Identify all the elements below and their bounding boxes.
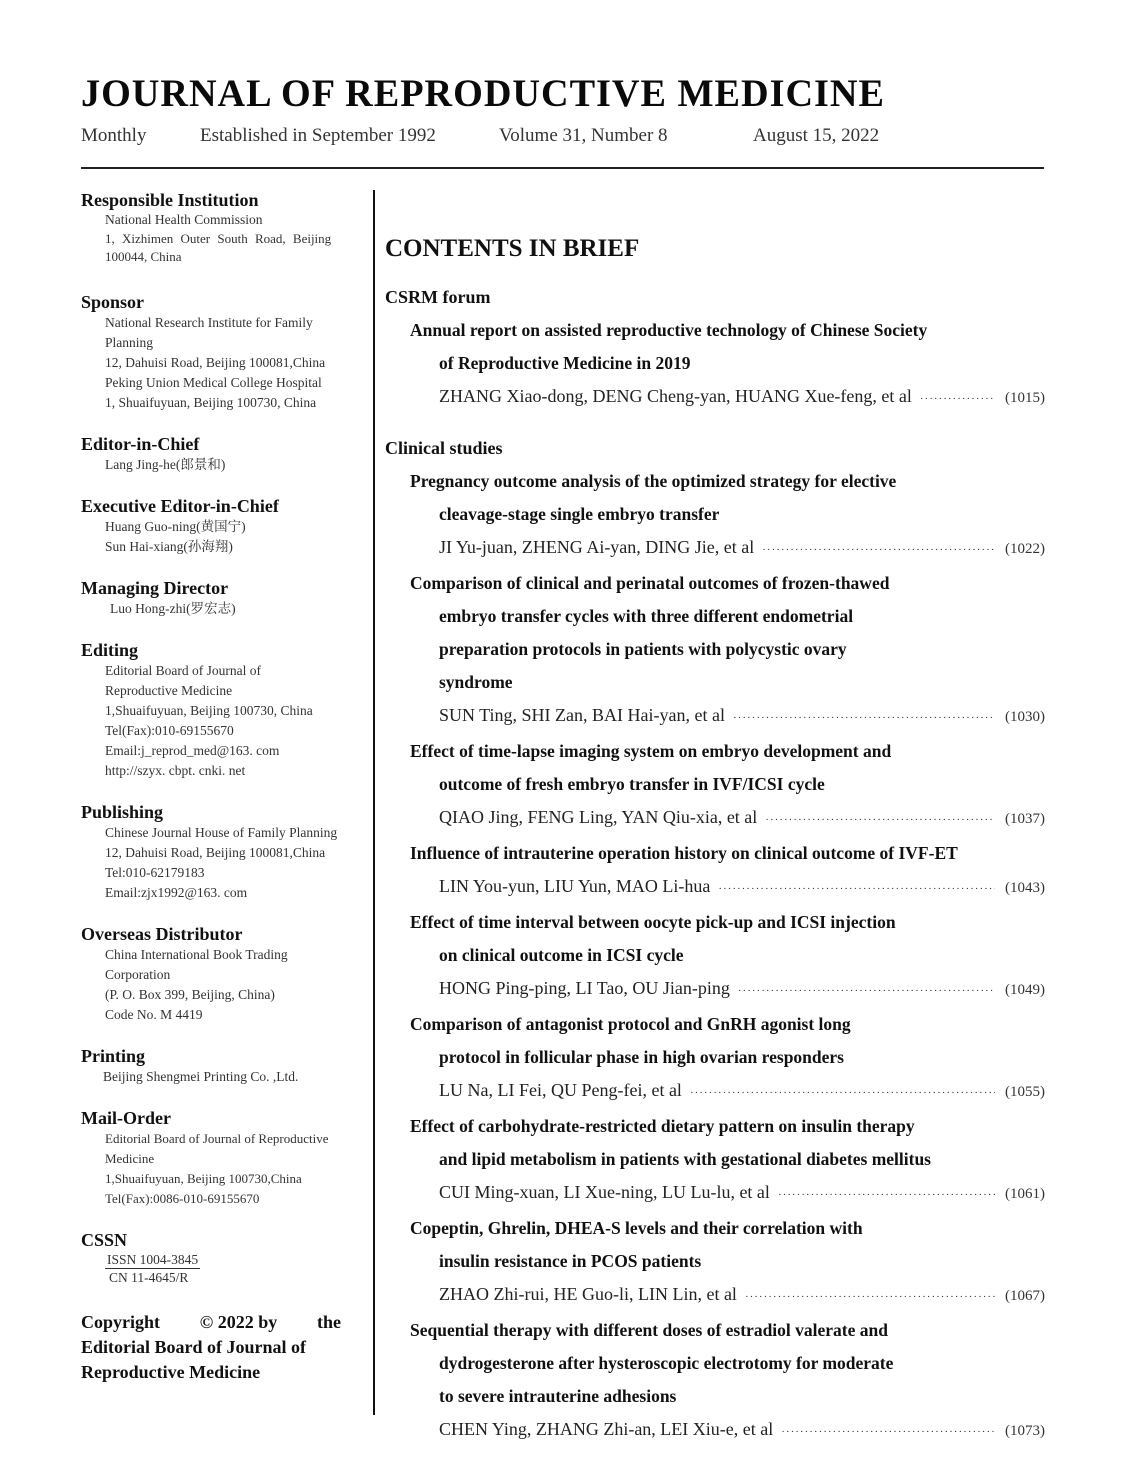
info-line: Tel:010-62179183 bbox=[105, 865, 205, 880]
article-title[interactable] bbox=[385, 567, 1045, 699]
info-line: Peking Union Medical College Hospital bbox=[105, 375, 322, 390]
article-title-line: Comparison of clinical and perinatal outcomes of frozen-thawed bbox=[410, 573, 890, 593]
toc-entry[interactable] bbox=[385, 314, 1045, 416]
article-title[interactable] bbox=[385, 1212, 1045, 1278]
article-authors: LU Na, LI Fei, QU Peng-fei, et al bbox=[439, 1080, 682, 1100]
dot-leader bbox=[718, 873, 995, 906]
info-line: Editorial Board of Journal of bbox=[105, 663, 261, 678]
article-title-line: dydrogesterone after hysteroscopic electrotomy for moderate bbox=[439, 1353, 894, 1373]
page-number[interactable]: (1043) bbox=[1005, 880, 1045, 896]
article-authors: QIAO Jing, FENG Ling, YAN Qiu-xia, et al bbox=[439, 807, 758, 827]
article-title[interactable] bbox=[385, 314, 1045, 380]
page-number[interactable]: (1061) bbox=[1005, 1186, 1045, 1202]
article-title[interactable] bbox=[385, 1110, 1045, 1176]
issn-number: ISSN 1004-3845 bbox=[107, 1252, 199, 1267]
toc-entry[interactable] bbox=[385, 567, 1045, 735]
dot-leader bbox=[781, 1416, 995, 1449]
article-title-line: Pregnancy outcome analysis of the optimized strategy for elective bbox=[410, 471, 897, 491]
section-heading: Managing Director bbox=[81, 578, 229, 598]
section-heading: Responsible Institution bbox=[81, 190, 259, 210]
editing-section bbox=[81, 639, 366, 781]
copyright-the: the bbox=[316, 1312, 341, 1332]
toc-entry[interactable] bbox=[385, 1212, 1045, 1314]
info-line: 12, Dahuisi Road, Beijing 100081,China bbox=[105, 845, 326, 860]
article-authors: ZHAO Zhi-rui, HE Guo-li, LIN Lin, et al bbox=[439, 1284, 737, 1304]
page-number[interactable]: (1037) bbox=[1005, 811, 1045, 827]
volume-number: Volume 31, Number 8 bbox=[499, 125, 668, 146]
info-line: 100044, China bbox=[105, 249, 182, 264]
info-line: Tel(Fax):010-69155670 bbox=[105, 723, 234, 738]
page-number[interactable]: (1030) bbox=[1005, 709, 1045, 725]
dot-leader bbox=[745, 1281, 995, 1314]
copyright-line: Editorial Board of Journal of bbox=[81, 1337, 307, 1357]
copyright-line: Reproductive Medicine bbox=[81, 1362, 261, 1382]
toc-entry[interactable] bbox=[385, 1008, 1045, 1110]
article-title[interactable] bbox=[385, 837, 1045, 870]
info-line: 1,Shuaifuyuan, Beijing 100730,China bbox=[105, 1171, 302, 1186]
article-title-line: preparation protocols in patients with polycystic ovary bbox=[439, 639, 847, 659]
article-title[interactable] bbox=[385, 465, 1045, 531]
article-title-line: Comparison of antagonist protocol and GnRH agonist long bbox=[410, 1014, 851, 1034]
authors-row bbox=[385, 380, 1045, 416]
info-line: Lang Jing-he(郎景和) bbox=[105, 457, 226, 472]
printing-section bbox=[81, 1045, 366, 1087]
article-title-line: cleavage-stage single embryo transfer bbox=[439, 504, 720, 524]
masthead bbox=[81, 68, 1044, 146]
toc-entry[interactable] bbox=[385, 906, 1045, 1008]
info-line: Editorial Board of Journal of Reproductive bbox=[105, 1131, 329, 1146]
article-authors: JI Yu-juan, ZHENG Ai-yan, DING Jie, et al bbox=[439, 537, 755, 557]
column-divider bbox=[373, 190, 375, 1415]
issue-date: August 15, 2022 bbox=[753, 125, 880, 146]
article-authors: CUI Ming-xuan, LI Xue-ning, LU Lu-lu, et al bbox=[439, 1182, 770, 1202]
section-heading: CSSN bbox=[81, 1230, 128, 1250]
section-heading: Editor-in-Chief bbox=[81, 434, 200, 454]
article-title[interactable] bbox=[385, 735, 1045, 801]
page-number[interactable]: (1015) bbox=[1005, 390, 1045, 406]
authors-row bbox=[385, 801, 1045, 837]
info-line: Medicine bbox=[105, 1151, 155, 1166]
authors-row bbox=[385, 870, 1045, 906]
sponsor-section bbox=[81, 291, 366, 413]
copyright-notice bbox=[81, 1310, 366, 1385]
info-line: Chinese Journal House of Family Planning bbox=[105, 825, 338, 840]
toc-entry[interactable] bbox=[385, 465, 1045, 567]
article-title-line: Sequential therapy with different doses of estradiol valerate and bbox=[410, 1320, 888, 1340]
info-line: Huang Guo-ning(黄国宁) bbox=[105, 519, 246, 534]
dot-leader bbox=[765, 804, 995, 837]
info-line: 1, Xizhimen Outer South Road, Beijing bbox=[105, 231, 332, 246]
section-heading: Executive Editor-in-Chief bbox=[81, 496, 279, 516]
cn-number: CN 11-4645/R bbox=[109, 1270, 189, 1285]
journal-title: JOURNAL OF REPRODUCTIVE MEDICINE bbox=[81, 72, 885, 115]
article-title-line: protocol in follicular phase in high ovarian responders bbox=[439, 1047, 844, 1067]
info-line: Beijing Shengmei Printing Co. ,Ltd. bbox=[103, 1069, 299, 1084]
mail-order-section bbox=[81, 1107, 366, 1209]
category-heading: CSRM forum bbox=[385, 287, 491, 307]
dot-leader bbox=[778, 1179, 995, 1212]
cssn-section bbox=[81, 1229, 366, 1286]
email-link[interactable]: Email:zjx1992@163. com bbox=[105, 885, 248, 900]
section-heading: Overseas Distributor bbox=[81, 924, 243, 944]
dot-leader bbox=[738, 975, 995, 1008]
article-authors: ZHANG Xiao-dong, DENG Cheng-yan, HUANG Xue-feng, et al bbox=[439, 386, 912, 406]
info-line: Reproductive Medicine bbox=[105, 683, 233, 698]
info-line: Code No. M 4419 bbox=[105, 1007, 203, 1022]
info-line: Luo Hong-zhi(罗宏志) bbox=[110, 601, 236, 616]
article-title-line: Influence of intrauterine operation history on clinical outcome of IVF-ET bbox=[410, 843, 958, 863]
article-title-line: on clinical outcome in ICSI cycle bbox=[439, 945, 684, 965]
authors-row bbox=[385, 531, 1045, 567]
info-line: 1, Shuaifuyuan, Beijing 100730, China bbox=[105, 395, 317, 410]
toc-entry[interactable] bbox=[385, 1110, 1045, 1212]
article-title[interactable] bbox=[385, 906, 1045, 972]
authors-row bbox=[385, 1413, 1045, 1449]
article-title-line: syndrome bbox=[439, 672, 513, 692]
dot-leader bbox=[733, 702, 995, 735]
toc-entry[interactable] bbox=[385, 735, 1045, 837]
editor-in-chief-section bbox=[81, 433, 366, 475]
info-line: Sun Hai-xiang(孙海翔) bbox=[105, 539, 233, 554]
authors-row bbox=[385, 1074, 1045, 1110]
section-heading: Publishing bbox=[81, 802, 164, 822]
table-of-contents bbox=[385, 281, 1045, 1449]
dot-leader bbox=[690, 1077, 995, 1110]
article-authors: SUN Ting, SHI Zan, BAI Hai-yan, et al bbox=[439, 705, 725, 725]
article-authors: HONG Ping-ping, LI Tao, OU Jian-ping bbox=[439, 978, 730, 998]
copyright-year: © 2022 by bbox=[199, 1312, 278, 1332]
article-title-line: Annual report on assisted reproductive technology of Chinese Society bbox=[410, 320, 928, 340]
email-link[interactable]: Email:j_reprod_med@163. com bbox=[105, 743, 280, 758]
frequency: Monthly bbox=[81, 125, 147, 146]
article-title-line: of Reproductive Medicine in 2019 bbox=[439, 353, 691, 373]
article-title-line: to severe intrauterine adhesions bbox=[439, 1386, 677, 1406]
info-line: Planning bbox=[105, 335, 154, 350]
article-title-line: embryo transfer cycles with three different endometrial bbox=[439, 606, 854, 626]
managing-director-section bbox=[81, 577, 366, 619]
article-authors: LIN You-yun, LIU Yun, MAO Li-hua bbox=[439, 876, 711, 896]
info-line: National Health Commission bbox=[105, 212, 263, 227]
executive-editor-section bbox=[81, 495, 366, 557]
article-title-line: Effect of carbohydrate-restricted dietary pattern on insulin therapy bbox=[410, 1116, 915, 1136]
authors-row bbox=[385, 699, 1045, 735]
article-title[interactable] bbox=[385, 1008, 1045, 1074]
article-title-line: Effect of time interval between oocyte pick-up and ICSI injection bbox=[410, 912, 896, 932]
dot-leader bbox=[762, 534, 995, 567]
toc-entry[interactable] bbox=[385, 1314, 1045, 1449]
dot-leader bbox=[920, 383, 995, 416]
article-title[interactable] bbox=[385, 1314, 1045, 1413]
authors-row bbox=[385, 1176, 1045, 1212]
overseas-distributor-section bbox=[81, 923, 366, 1025]
cssn-numbers bbox=[81, 1251, 366, 1286]
toc-entry[interactable] bbox=[385, 837, 1045, 906]
article-title-line: Copeptin, Ghrelin, DHEA-S levels and their correlation with bbox=[410, 1218, 863, 1238]
article-title-line: Effect of time-lapse imaging system on embryo development and bbox=[410, 741, 892, 761]
page-number[interactable]: (1022) bbox=[1005, 541, 1045, 557]
website-link[interactable]: http://szyx. cbpt. cnki. net bbox=[105, 763, 246, 778]
info-line: 1,Shuaifuyuan, Beijing 100730, China bbox=[105, 703, 313, 718]
article-title-line: outcome of fresh embryo transfer in IVF/ICSI cycle bbox=[439, 774, 825, 794]
masthead-sidebar bbox=[81, 189, 366, 1385]
page-number[interactable]: (1067) bbox=[1005, 1288, 1045, 1304]
section-heading: Editing bbox=[81, 640, 139, 660]
authors-row bbox=[385, 1278, 1045, 1314]
responsible-institution-section bbox=[81, 189, 366, 266]
section-heading: Printing bbox=[81, 1046, 146, 1066]
info-line: 12, Dahuisi Road, Beijing 100081,China bbox=[105, 355, 326, 370]
article-authors: CHEN Ying, ZHANG Zhi-an, LEI Xiu-e, et al bbox=[439, 1419, 774, 1439]
info-line: Corporation bbox=[105, 967, 171, 982]
info-line: Tel(Fax):0086-010-69155670 bbox=[105, 1191, 260, 1206]
article-title-line: and lipid metabolism in patients with gestational diabetes mellitus bbox=[439, 1149, 931, 1169]
info-line: (P. O. Box 399, Beijing, China) bbox=[105, 987, 275, 1002]
header-rule bbox=[81, 167, 1044, 169]
info-line: National Research Institute for Family bbox=[105, 315, 313, 330]
category-heading: Clinical studies bbox=[385, 438, 503, 458]
info-line: China International Book Trading bbox=[105, 947, 288, 962]
contents-in-brief bbox=[385, 231, 1045, 1449]
publishing-section bbox=[81, 801, 366, 903]
article-title-line: insulin resistance in PCOS patients bbox=[439, 1251, 702, 1271]
page-number[interactable]: (1073) bbox=[1005, 1423, 1045, 1439]
section-heading: Mail-Order bbox=[81, 1108, 171, 1128]
established: Established in September 1992 bbox=[200, 125, 436, 146]
contents-title: CONTENTS IN BRIEF bbox=[385, 235, 640, 262]
section-heading: Sponsor bbox=[81, 292, 145, 312]
page-number[interactable]: (1049) bbox=[1005, 982, 1045, 998]
page-number[interactable]: (1055) bbox=[1005, 1084, 1045, 1100]
authors-row bbox=[385, 972, 1045, 1008]
copyright-word: Copyright bbox=[81, 1312, 161, 1332]
